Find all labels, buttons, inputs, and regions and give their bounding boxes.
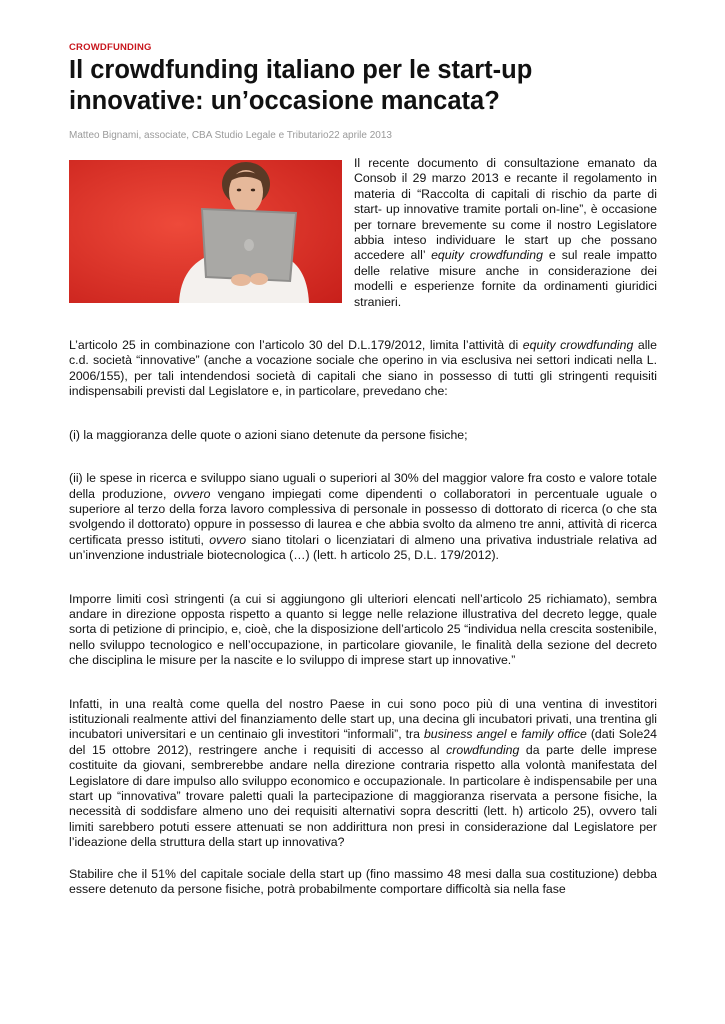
article-photo — [69, 160, 342, 303]
paragraph-3: (i) la maggioranza delle quote o azioni siano detenute da persone fisiche; — [69, 427, 468, 442]
paragraph-2: L’articolo 25 in combinazione con l’articolo 30 del D.L.179/2012, limita l’attività di equity crowdfunding alle c.d. società “innovative” (anche a vocazione sociale che operino in via esclusiva nei settori indicati nella L. 2006/155), per tali intendendosi società di capitali che siano in possesso di tutti gli stringenti requisiti indispensabili previsti dal Legislatore e, in particolare, prevedano che: — [69, 338, 658, 399]
paragraph-1: Il recente documento di consultazione emanato da Consob il 29 marzo 2013 e recante il regolamento in materia di “Raccolta di capitali di rischio da parte di start- up innovative tramite portali on-line”, è occasione per tornare brevemente su come il nostro Legislatore abbia inteso individuare le start up che possano accedere all’ equity crowdfunding e sul reale impatto delle relative misure anche in considerazione dei modelli e esperienze fornite da ordinamenti giuridici stranieri. — [69, 156, 657, 310]
term-equity-crowdfunding: equity crowdfunding — [522, 338, 634, 353]
paragraph-6: Infatti, in una realtà come quella del nostro Paese in cui sono poco più di una ventina di investitori istituzionali realmente attivi del finanziamento delle start up, una decina gli incubatori privati, una trentina gli incubatori universitari e un centinaio gli investitori “informali”, tra business angel e family office (dati Sole24 del 15 ottobre 2012), restringere anche i requisiti di accesso al crowdfunding da parte delle imprese costituite da giovani, sembrerebbe andare nella direzione contraria rispetto alla volontà manifestata del Legislatore di dare impulso allo sviluppo economico e occupazionale. In particolare è indispensabile per una start up “innovativa” trovare paletti quali la partecipazione di maggioranza riservata a persone fisiche, la necessità di soddisfare almeno uno dei requisiti alternativi sopra descritti (lett. h) articolo 25), ovvero tali limiti sarebbero potuti essere attenuati se non addirittura non presi in considerazione dal Legislatore per l’ideazione della struttura della start up innovativa? — [69, 696, 658, 850]
woman-with-laptop-illustration — [69, 160, 342, 303]
article-body — [69, 156, 657, 897]
paragraph-4: (ii) le spese in ricerca e sviluppo siano uguali o superiori al 30% del maggior valore fra costo e valore totale della produzione, ovvero vengano impiegati come dipendenti o collaboratori in percentuale uguale o superiore al terzo della forza lavoro complessiva di personale in possesso di dottorato di ricerca (o che sta svolgendo il dottorato) oppure in possesso di laurea e che abbia svolto da almeno tre anni, attività di ricerca certificata presso istituti, ovvero siano titolari o licenziatari di almeno una privativa industriale relativa ad un’invenzione industriale biotecnologica (…) (lett. h articolo 25, D.L. 179/2012). — [69, 471, 657, 563]
byline: Matteo Bignami, associate, CBA Studio Legale e Tributario22 aprile 2013 — [69, 130, 392, 141]
category-label[interactable]: CROWDFUNDING — [69, 42, 152, 53]
paragraph-7: Stabilire che il 51% del capitale sociale della start up (fino massimo 48 mesi dalla sua costituzione) debba essere detenuto da persone fisiche, potrà probabilmente comportare difficoltà sia nella fase — [69, 866, 657, 897]
paragraph-5: Imporre limiti così stringenti (a cui si aggiungono gli ulteriori elencati nell’articolo 25 richiamato), sembra andare in direzione opposta rispetto a quanto si legge nelle relazione illustrativa del decreto legge, quale sorta di petizione di principio, e, cioè, che la disposizione dell’articolo 25 “individua nella crescita sostenibile, nello sviluppo tecnologico e nell’occupazione, in particolare giovanile, le finalità della sezione del decreto che disciplina le misure per la nascite e lo sviluppo di imprese start up innovative.” — [69, 591, 657, 668]
term-equity-crowdfunding: equity crowdfunding — [431, 248, 543, 263]
article-title: Il crowdfunding italiano per le start-up innovative: un’occasione mancata? — [69, 56, 533, 115]
